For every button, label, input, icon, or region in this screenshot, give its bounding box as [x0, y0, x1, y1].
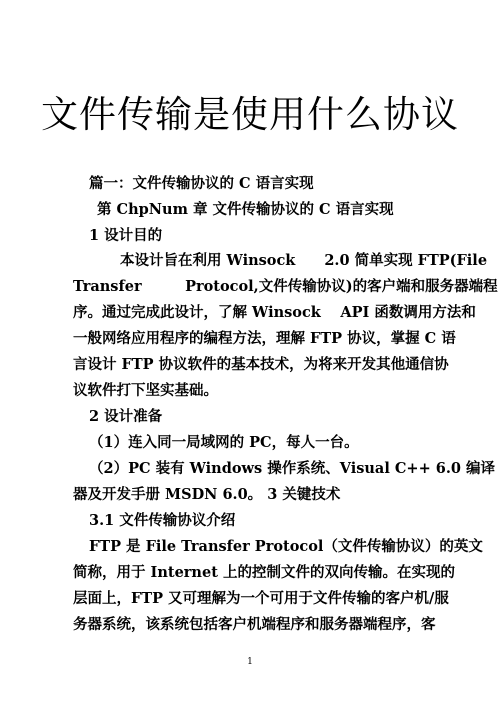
- paragraph-line: 器及开发手册 MSDN 6.0。 3 关键技术: [73, 486, 341, 503]
- paragraph-line: 言设计 FTP 协议软件的基本技术，为将来开发其他通信协: [73, 356, 449, 373]
- paragraph-line: 一般网络应用程序的编程方法，理解 FTP 协议，掌握 C 语: [73, 330, 456, 347]
- subsection-heading-design-purpose: 1 设计目的: [89, 227, 163, 244]
- paragraph-line: 议软件打下坚实基础。: [73, 382, 218, 399]
- paragraph-line: 本设计旨在利用 Winsock 2.0 简单实现 FTP(File: [120, 252, 488, 269]
- section-heading-1: 篇一：文件传输协议的 C 语言实现: [89, 175, 314, 192]
- chapter-heading: 第 ChpNum 章 文件传输协议的 C 语言实现: [97, 201, 394, 218]
- paragraph-line: 序。通过完成此设计，了解 Winsock API 函数调用方法和: [73, 304, 476, 321]
- paragraph-line: 简称，用于 Internet 上的控制文件的双向传输。在实现的: [73, 564, 455, 581]
- paragraph-line: 层面上，FTP 又可理解为一个可用于文件传输的客户机/服: [73, 590, 449, 607]
- paragraph-line: Transfer Protocol,文件传输协议)的客户端和服务器端程: [73, 278, 498, 295]
- list-item: （2）PC 装有 Windows 操作系统、Visual C++ 6.0 编译: [89, 460, 496, 477]
- subsection-heading-ftp-intro: 3.1 文件传输协议介绍: [89, 512, 236, 529]
- list-item: （1）连入同一局域网的 PC，每人一台。: [89, 434, 359, 451]
- subsection-heading-design-prep: 2 设计准备: [89, 408, 163, 425]
- document-title: 文件传输是使用什么协议: [41, 93, 459, 136]
- page-number: 1: [247, 657, 253, 667]
- paragraph-line: FTP 是 File Transfer Protocol（文件传输协议）的英文: [89, 538, 483, 555]
- paragraph-line: 务器系统，该系统包括客户机端程序和服务器端程序，客: [73, 616, 436, 633]
